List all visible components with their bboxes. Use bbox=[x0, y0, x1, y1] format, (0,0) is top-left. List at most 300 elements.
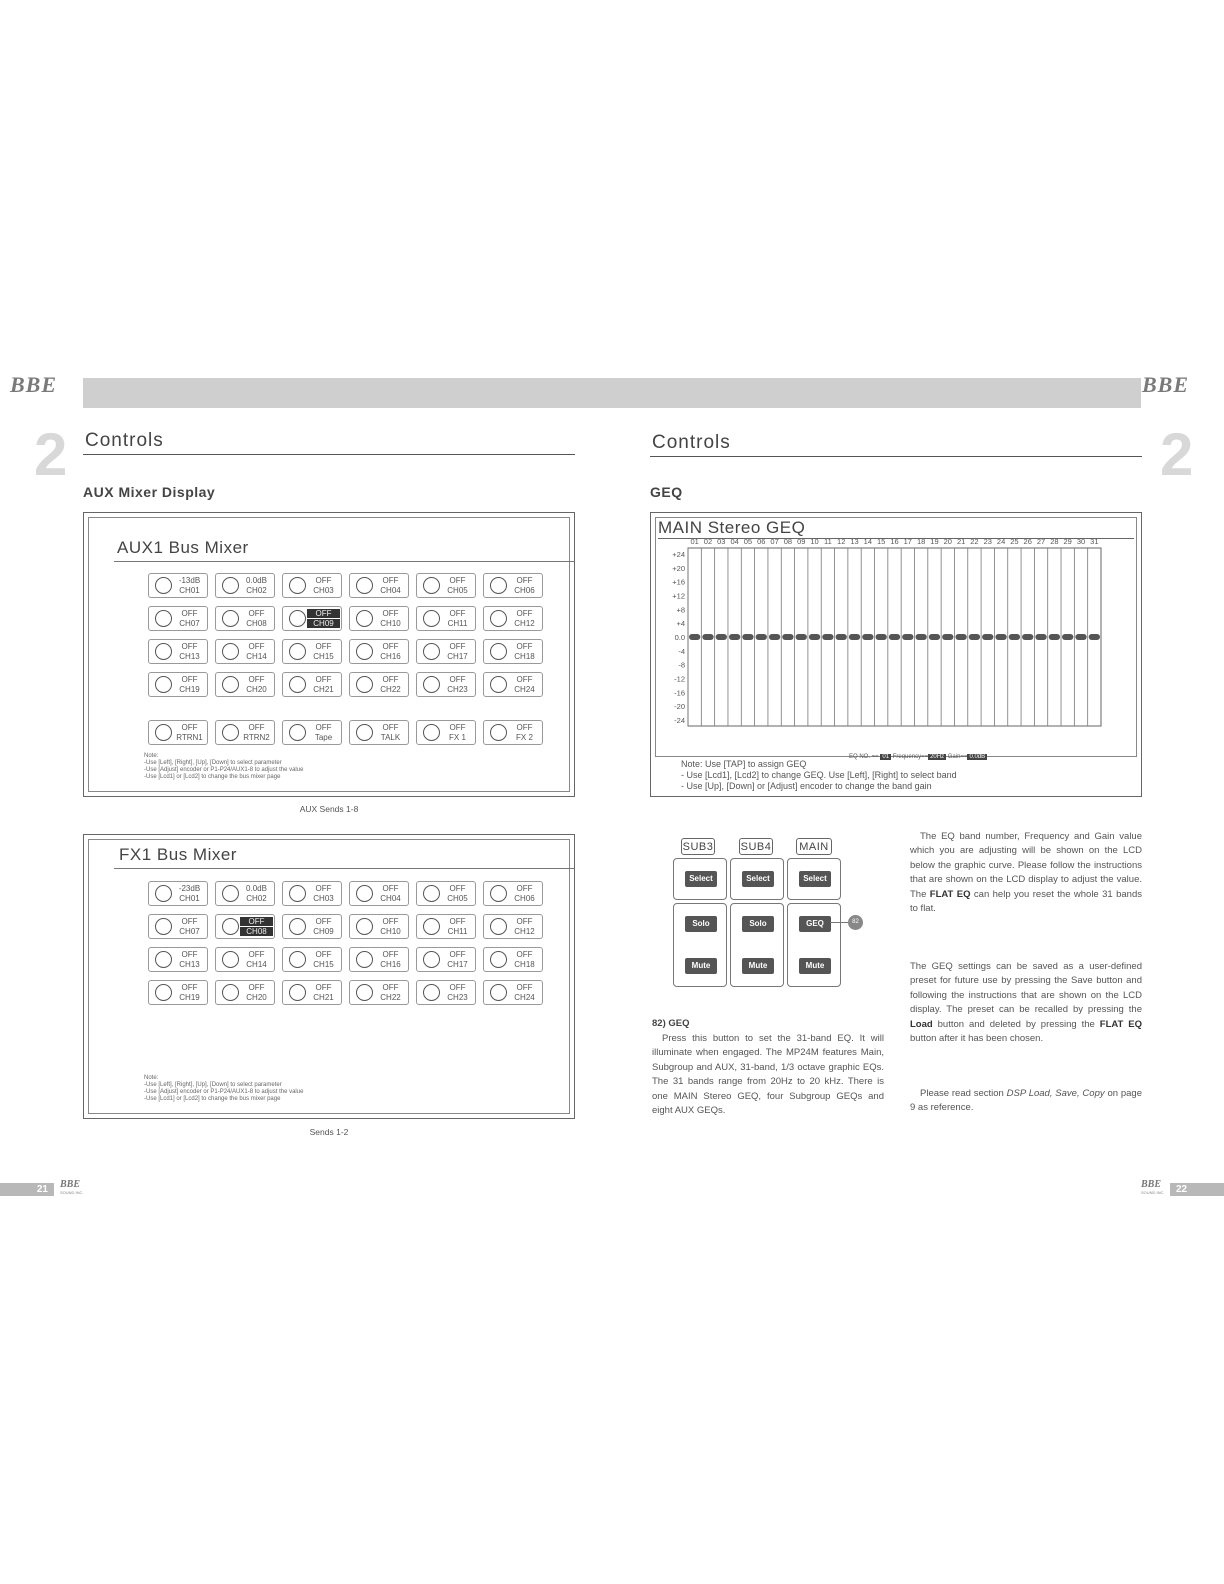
gain-scale-label: -4 bbox=[678, 646, 685, 656]
channel-send-ch12[interactable] bbox=[483, 606, 543, 631]
band-gain-handle[interactable] bbox=[929, 634, 940, 640]
band-number-label: 21 bbox=[956, 537, 966, 546]
channel-send-ch02[interactable] bbox=[215, 573, 275, 598]
eq-band-paragraph: The EQ band number, Frequency and Gain value which you are adjusting will be shown on the LCD below the graphic curve. Please follow the instructions that are shown on the LCD display to adjust the value. The FLAT EQ can help you reset the whole 31 bands to flat. bbox=[910, 831, 1142, 915]
channel-label: RTRN2 bbox=[243, 733, 270, 742]
footer-logo-right: BBE SOUND INC. bbox=[1141, 1179, 1165, 1195]
channel-label: CH22 bbox=[380, 685, 401, 694]
page-number-right: 22 bbox=[1170, 1183, 1224, 1196]
channel-send-ch12[interactable] bbox=[483, 914, 543, 939]
send-level: OFF bbox=[315, 950, 332, 959]
knob-icon bbox=[155, 951, 172, 968]
band-number-label: 01 bbox=[690, 537, 699, 546]
gain-scale-label: -16 bbox=[674, 688, 685, 698]
channel-label: CH22 bbox=[380, 993, 401, 1002]
gain-scale-label: +24 bbox=[672, 550, 685, 559]
band-gain-handle[interactable] bbox=[822, 634, 833, 640]
send-level: OFF bbox=[315, 576, 332, 585]
band-gain-handle[interactable] bbox=[809, 634, 820, 640]
send-level: OFF bbox=[382, 917, 399, 926]
send-level: OFF bbox=[449, 950, 466, 959]
send-level: OFF bbox=[315, 983, 332, 992]
band-number-label: 14 bbox=[863, 537, 873, 546]
fx-note: Note: -Use [Left], [Right], [Up], [Down] to select parameter -Use [Adjust] encoder or P1-P24/AUX1-8 to adjust the value -Use [Lcd1] or [Lcd2] to change the bus mixer page bbox=[144, 1075, 304, 1102]
channel-send-ch10[interactable] bbox=[349, 606, 409, 631]
channel-label: CH06 bbox=[514, 586, 535, 595]
channel-send-ch17[interactable] bbox=[416, 947, 476, 972]
band-number-label: 11 bbox=[823, 537, 832, 546]
band-gain-handle[interactable] bbox=[729, 634, 740, 640]
band-gain-handle[interactable] bbox=[1089, 634, 1100, 640]
band-number-label: 24 bbox=[996, 537, 1006, 546]
channel-label: CH01 bbox=[179, 894, 200, 903]
band-gain-handle[interactable] bbox=[716, 634, 727, 640]
channel-send-fx2[interactable] bbox=[483, 720, 543, 745]
band-gain-handle[interactable] bbox=[969, 634, 980, 640]
channel-label: CH21 bbox=[313, 993, 334, 1002]
solo-mute-box-sub4 bbox=[730, 903, 784, 987]
gain-scale-label: -8 bbox=[678, 660, 685, 670]
channel-label: CH10 bbox=[380, 619, 401, 628]
band-number-label: 03 bbox=[717, 537, 726, 546]
channel-label: Tape bbox=[314, 733, 333, 742]
band-number-label: 25 bbox=[1010, 537, 1019, 546]
send-level: OFF bbox=[315, 642, 332, 651]
channel-send-ch14[interactable] bbox=[215, 947, 275, 972]
page-title-right: Controls bbox=[652, 432, 731, 453]
solo-button-sub3[interactable]: Solo bbox=[685, 916, 717, 932]
geq-description: Press this button to set the 31-band EQ. It will illuminate when engaged. The MP24M features Main, Subgroup and AUX, 31-band, 1/3 octave graphic EQs. The 31 bands range from 20Hz to 20 kHz. There is one MAIN Stereo GEQ, four Subgroup GEQs and eight AUX GEQs. bbox=[652, 1033, 884, 1117]
send-level: 0.0dB bbox=[246, 576, 267, 585]
channel-send-ch23[interactable] bbox=[416, 980, 476, 1005]
band-number-label: 13 bbox=[850, 537, 859, 546]
send-level: 0.0dB bbox=[246, 884, 267, 893]
band-gain-handle[interactable] bbox=[689, 634, 700, 640]
channel-label: CH04 bbox=[380, 894, 401, 903]
channel-send-ch03[interactable] bbox=[282, 881, 342, 906]
header-bar bbox=[83, 378, 1141, 408]
send-level: OFF bbox=[516, 576, 533, 585]
band-gain-handle[interactable] bbox=[756, 634, 767, 640]
mute-button-sub3[interactable]: Mute bbox=[685, 958, 717, 974]
knob-icon bbox=[356, 676, 373, 693]
knob-icon bbox=[289, 610, 306, 627]
channel-label: CH08 bbox=[240, 927, 273, 936]
channel-send-ch22[interactable] bbox=[349, 980, 409, 1005]
band-number-label: 31 bbox=[1090, 537, 1099, 546]
channel-label: CH19 bbox=[179, 993, 200, 1002]
channel-send-ch19[interactable] bbox=[148, 672, 208, 697]
send-level: OFF bbox=[181, 950, 198, 959]
gain-scale-label: +8 bbox=[676, 605, 685, 615]
channel-send-ch19[interactable] bbox=[148, 980, 208, 1005]
band-number-label: 10 bbox=[810, 537, 819, 546]
band-gain-handle[interactable] bbox=[942, 634, 953, 640]
knob-icon bbox=[222, 984, 239, 1001]
send-level: OFF bbox=[382, 609, 399, 618]
band-gain-handle[interactable] bbox=[1022, 634, 1033, 640]
fx-mixer-title: FX1 Bus Mixer bbox=[119, 845, 237, 864]
channel-send-ch18[interactable] bbox=[483, 947, 543, 972]
band-number-label: 05 bbox=[743, 537, 753, 546]
band-number-label: 20 bbox=[943, 537, 952, 546]
channel-send-ch20[interactable] bbox=[215, 980, 275, 1005]
band-gain-handle[interactable] bbox=[1035, 634, 1046, 640]
knob-icon bbox=[423, 918, 440, 935]
channel-send-ch23[interactable] bbox=[416, 672, 476, 697]
channel-label: CH06 bbox=[514, 894, 535, 903]
channel-send-ch18[interactable] bbox=[483, 639, 543, 664]
section-subtitle-geq: GEQ bbox=[650, 484, 683, 500]
knob-icon bbox=[423, 610, 440, 627]
frequency-value: 20Hz bbox=[930, 754, 945, 760]
knob-icon bbox=[356, 724, 373, 741]
channel-send-ch04[interactable] bbox=[349, 881, 409, 906]
gain-scale-label: +16 bbox=[672, 577, 685, 587]
channel-label: CH01 bbox=[179, 586, 200, 595]
band-gain-handle[interactable] bbox=[889, 634, 900, 640]
knob-icon bbox=[490, 676, 507, 693]
page-number-left: 21 bbox=[0, 1183, 54, 1196]
knob-icon bbox=[155, 885, 172, 902]
knob-icon bbox=[490, 885, 507, 902]
send-level: OFF bbox=[382, 576, 399, 585]
channel-send-ch06[interactable] bbox=[483, 881, 543, 906]
knob-icon bbox=[222, 885, 239, 902]
channel-send-ch05[interactable] bbox=[416, 573, 476, 598]
channel-label: CH09 bbox=[307, 619, 340, 628]
band-gain-handle[interactable] bbox=[782, 634, 793, 640]
knob-icon bbox=[423, 676, 440, 693]
channel-send-ch05[interactable] bbox=[416, 881, 476, 906]
channel-send-ch03[interactable] bbox=[282, 573, 342, 598]
channel-send-ch01[interactable] bbox=[148, 573, 208, 598]
send-level: OFF bbox=[382, 884, 399, 893]
channel-label: CH09 bbox=[313, 927, 334, 936]
channel-send-ch20[interactable] bbox=[215, 672, 275, 697]
channel-label: CH03 bbox=[313, 894, 334, 903]
channel-send-ch01[interactable] bbox=[148, 881, 208, 906]
channel-label: CH18 bbox=[514, 652, 535, 661]
band-number-label: 23 bbox=[983, 537, 992, 546]
band-gain-handle[interactable] bbox=[982, 634, 993, 640]
knob-icon bbox=[490, 724, 507, 741]
send-level: OFF bbox=[315, 884, 332, 893]
band-gain-handle[interactable] bbox=[995, 634, 1006, 640]
channel-label: CH07 bbox=[179, 927, 200, 936]
band-gain-handle[interactable] bbox=[1009, 634, 1020, 640]
callout-82-badge: 82 bbox=[848, 915, 863, 930]
send-level: OFF bbox=[449, 884, 466, 893]
select-button-sub4[interactable]: Select bbox=[742, 871, 774, 887]
band-gain-handle[interactable] bbox=[902, 634, 913, 640]
channel-label: CH05 bbox=[447, 894, 468, 903]
strip-label-main: MAIN bbox=[796, 838, 832, 855]
channel-send-rtrn1[interactable] bbox=[148, 720, 208, 745]
send-level: OFF bbox=[449, 723, 466, 732]
band-gain-handle[interactable] bbox=[702, 634, 713, 640]
send-level: OFF bbox=[516, 884, 533, 893]
channel-send-fx1[interactable] bbox=[416, 720, 476, 745]
band-number-label: 04 bbox=[730, 537, 739, 546]
title-rule-left bbox=[83, 454, 575, 455]
solo-button-sub4[interactable]: Solo bbox=[742, 916, 774, 932]
send-level: OFF bbox=[449, 675, 466, 684]
channel-label: CH23 bbox=[447, 685, 468, 694]
send-level: OFF bbox=[449, 576, 466, 585]
send-level: OFF bbox=[248, 723, 265, 732]
send-level: OFF bbox=[449, 983, 466, 992]
knob-icon bbox=[155, 577, 172, 594]
channel-send-ch08[interactable] bbox=[215, 606, 275, 631]
channel-label: CH13 bbox=[179, 960, 200, 969]
send-level: OFF bbox=[181, 983, 198, 992]
knob-icon bbox=[356, 984, 373, 1001]
select-button-main[interactable]: Select bbox=[799, 871, 831, 887]
channel-label: CH24 bbox=[514, 993, 535, 1002]
channel-label: CH04 bbox=[380, 586, 401, 595]
send-level: OFF bbox=[516, 983, 533, 992]
mute-button-sub4[interactable]: Mute bbox=[742, 958, 774, 974]
geq-display bbox=[650, 512, 1142, 797]
channel-send-ch14[interactable] bbox=[215, 639, 275, 664]
send-level: OFF bbox=[181, 723, 198, 732]
knob-icon bbox=[289, 643, 306, 660]
send-level: OFF bbox=[240, 917, 273, 926]
channel-label: CH20 bbox=[246, 993, 267, 1002]
send-level: OFF bbox=[248, 950, 265, 959]
band-gain-handle[interactable] bbox=[1049, 634, 1060, 640]
knob-icon bbox=[423, 577, 440, 594]
channel-label: CH12 bbox=[514, 927, 535, 936]
channel-send-tape[interactable] bbox=[282, 720, 342, 745]
band-number-label: 06 bbox=[757, 537, 766, 546]
knob-icon bbox=[222, 676, 239, 693]
send-level: OFF bbox=[315, 675, 332, 684]
channel-label: CH02 bbox=[246, 586, 267, 595]
send-level: OFF bbox=[248, 642, 265, 651]
select-box-sub3 bbox=[673, 858, 727, 900]
knob-icon bbox=[356, 610, 373, 627]
gain-scale-label: -24 bbox=[674, 716, 685, 725]
channel-send-ch24[interactable] bbox=[483, 672, 543, 697]
channel-label: CH16 bbox=[380, 652, 401, 661]
heading-82-geq: 82) GEQ bbox=[652, 1018, 690, 1029]
knob-icon bbox=[155, 724, 172, 741]
band-number-label: 22 bbox=[970, 537, 979, 546]
geq-title: MAIN Stereo GEQ bbox=[658, 518, 806, 537]
gain-scale-label: 0.0 bbox=[674, 633, 685, 642]
send-level: OFF bbox=[248, 609, 265, 618]
band-gain-handle[interactable] bbox=[769, 634, 780, 640]
channel-send-ch07[interactable] bbox=[148, 606, 208, 631]
gain-value: 0.0dB bbox=[969, 754, 986, 760]
channel-label: CH07 bbox=[179, 619, 200, 628]
footer-logo-left: BBE SOUND INC. bbox=[60, 1179, 84, 1195]
band-number-label: 07 bbox=[770, 537, 779, 546]
send-level: OFF bbox=[248, 675, 265, 684]
section-number-right: 2 bbox=[1160, 421, 1194, 488]
send-level: OFF bbox=[181, 917, 198, 926]
band-number-label: 12 bbox=[837, 537, 846, 546]
knob-icon bbox=[289, 951, 306, 968]
send-level: OFF bbox=[382, 723, 399, 732]
channel-send-ch06[interactable] bbox=[483, 573, 543, 598]
send-level: OFF bbox=[516, 917, 533, 926]
knob-icon bbox=[356, 577, 373, 594]
channel-send-ch02[interactable] bbox=[215, 881, 275, 906]
knob-icon bbox=[222, 577, 239, 594]
band-gain-handle[interactable] bbox=[955, 634, 966, 640]
send-level: OFF bbox=[449, 642, 466, 651]
band-gain-handle[interactable] bbox=[1075, 634, 1086, 640]
send-level: OFF bbox=[449, 917, 466, 926]
channel-send-ch04[interactable] bbox=[349, 573, 409, 598]
knob-icon bbox=[423, 951, 440, 968]
channel-label: CH11 bbox=[447, 619, 468, 628]
band-gain-handle[interactable] bbox=[876, 634, 887, 640]
section-number-left: 2 bbox=[34, 421, 68, 488]
geq-preset-paragraph: The GEQ settings can be saved as a user-defined preset for future use by pressing the Save button and following the instructions that are shown on the LCD display. The preset can be recalled by pressing the Load button and deleted by pressing the FLAT EQ button after it has been chosen. bbox=[910, 961, 1142, 1045]
channel-label: CH24 bbox=[514, 685, 535, 694]
channel-label: CH11 bbox=[447, 927, 468, 936]
channel-label: CH16 bbox=[380, 960, 401, 969]
channel-send-ch16[interactable] bbox=[349, 947, 409, 972]
send-level: OFF bbox=[382, 950, 399, 959]
channel-label: FX 2 bbox=[516, 733, 533, 742]
gain-scale-label: -12 bbox=[674, 674, 685, 684]
channel-send-ch09[interactable] bbox=[282, 914, 342, 939]
channel-send-ch15[interactable] bbox=[282, 639, 342, 664]
channel-send-ch13[interactable] bbox=[148, 639, 208, 664]
band-number-label: 02 bbox=[703, 537, 713, 546]
band-gain-handle[interactable] bbox=[849, 634, 860, 640]
channel-send-ch17[interactable] bbox=[416, 639, 476, 664]
channel-label: CH12 bbox=[514, 619, 535, 628]
channel-send-ch07[interactable] bbox=[148, 914, 208, 939]
channel-send-ch08[interactable] bbox=[215, 914, 275, 939]
channel-label: CH15 bbox=[313, 960, 334, 969]
band-number-label: 15 bbox=[877, 537, 886, 546]
band-gain-handle[interactable] bbox=[1062, 634, 1073, 640]
gain-scale-label: +20 bbox=[672, 563, 685, 573]
channel-send-ch15[interactable] bbox=[282, 947, 342, 972]
band-number-label: 08 bbox=[783, 537, 793, 546]
send-level: OFF bbox=[181, 675, 198, 684]
aux-caption: AUX Sends 1-8 bbox=[299, 804, 359, 814]
knob-icon bbox=[423, 984, 440, 1001]
knob-icon bbox=[356, 885, 373, 902]
channel-send-ch11[interactable] bbox=[416, 914, 476, 939]
channel-send-ch21[interactable] bbox=[282, 672, 342, 697]
aux-mixer-display bbox=[83, 512, 575, 797]
send-level: OFF bbox=[516, 642, 533, 651]
send-level: OFF bbox=[382, 983, 399, 992]
band-number-label: 19 bbox=[930, 537, 939, 546]
select-box-sub4 bbox=[730, 858, 784, 900]
knob-icon bbox=[423, 643, 440, 660]
band-gain-handle[interactable] bbox=[742, 634, 753, 640]
knob-icon bbox=[490, 643, 507, 660]
knob-icon bbox=[155, 610, 172, 627]
channel-label: FX 1 bbox=[449, 733, 466, 742]
select-button-sub3[interactable]: Select bbox=[685, 871, 717, 887]
knob-icon bbox=[490, 610, 507, 627]
send-level: OFF bbox=[449, 609, 466, 618]
channel-label: CH10 bbox=[380, 927, 401, 936]
send-level: OFF bbox=[181, 609, 198, 618]
channel-send-ch21[interactable] bbox=[282, 980, 342, 1005]
knob-icon bbox=[222, 951, 239, 968]
callout-line bbox=[830, 922, 850, 923]
channel-label: CH15 bbox=[313, 652, 334, 661]
knob-icon bbox=[423, 885, 440, 902]
strip-label-sub4: SUB4 bbox=[739, 838, 773, 855]
channel-send-rtrn2[interactable] bbox=[215, 720, 275, 745]
band-number-label: 26 bbox=[1023, 537, 1032, 546]
knob-icon bbox=[356, 918, 373, 935]
channel-label: CH13 bbox=[179, 652, 200, 661]
channel-send-ch24[interactable] bbox=[483, 980, 543, 1005]
knob-icon bbox=[490, 577, 507, 594]
channel-label: CH05 bbox=[447, 586, 468, 595]
channel-send-talk[interactable] bbox=[349, 720, 409, 745]
band-gain-handle[interactable] bbox=[796, 634, 807, 640]
send-level: OFF bbox=[307, 609, 340, 618]
fx-caption: Sends 1-2 bbox=[309, 1127, 349, 1137]
band-gain-handle[interactable] bbox=[836, 634, 847, 640]
knob-icon bbox=[423, 724, 440, 741]
channel-send-ch13[interactable] bbox=[148, 947, 208, 972]
send-level: OFF bbox=[516, 950, 533, 959]
channel-send-ch09[interactable] bbox=[282, 606, 342, 631]
fx-mixer-display bbox=[83, 834, 575, 1119]
band-number-label: 29 bbox=[1063, 537, 1072, 546]
band-number-label: 28 bbox=[1050, 537, 1059, 546]
channel-label: CH20 bbox=[246, 685, 267, 694]
select-box-main bbox=[787, 858, 841, 900]
aux-mixer-title: AUX1 Bus Mixer bbox=[117, 538, 249, 557]
channel-label: CH08 bbox=[246, 619, 267, 628]
knob-icon bbox=[222, 918, 239, 935]
channel-label: CH19 bbox=[179, 685, 200, 694]
knob-icon bbox=[222, 643, 239, 660]
solo-mute-box-sub3 bbox=[673, 903, 727, 987]
send-level: OFF bbox=[315, 917, 332, 926]
band-gain-handle[interactable] bbox=[915, 634, 926, 640]
knob-icon bbox=[289, 577, 306, 594]
channel-label: CH17 bbox=[447, 652, 468, 661]
mute-button-main[interactable]: Mute bbox=[799, 958, 831, 974]
knob-icon bbox=[289, 724, 306, 741]
eq-number-value: 01 bbox=[882, 754, 890, 760]
knob-icon bbox=[289, 918, 306, 935]
brand-logo-right: BBE bbox=[1142, 372, 1190, 397]
geq-button-main[interactable]: GEQ bbox=[799, 916, 831, 932]
channel-send-ch11[interactable] bbox=[416, 606, 476, 631]
band-number-label: 27 bbox=[1036, 537, 1046, 546]
geq-mute-box-main bbox=[787, 903, 841, 987]
channel-send-ch22[interactable] bbox=[349, 672, 409, 697]
knob-icon bbox=[155, 676, 172, 693]
channel-send-ch16[interactable] bbox=[349, 639, 409, 664]
channel-send-ch10[interactable] bbox=[349, 914, 409, 939]
geq-note: Note: Use [TAP] to assign GEQ - Use [Lcd1], [Lcd2] to change GEQ. Use [Left], [Right] to select band - Use [Up], [Down] or [Adjust] encoder to change the band gain bbox=[681, 759, 957, 791]
band-gain-handle[interactable] bbox=[862, 634, 873, 640]
knob-icon bbox=[289, 885, 306, 902]
send-level: -13dB bbox=[178, 576, 201, 585]
knob-icon bbox=[155, 984, 172, 1001]
